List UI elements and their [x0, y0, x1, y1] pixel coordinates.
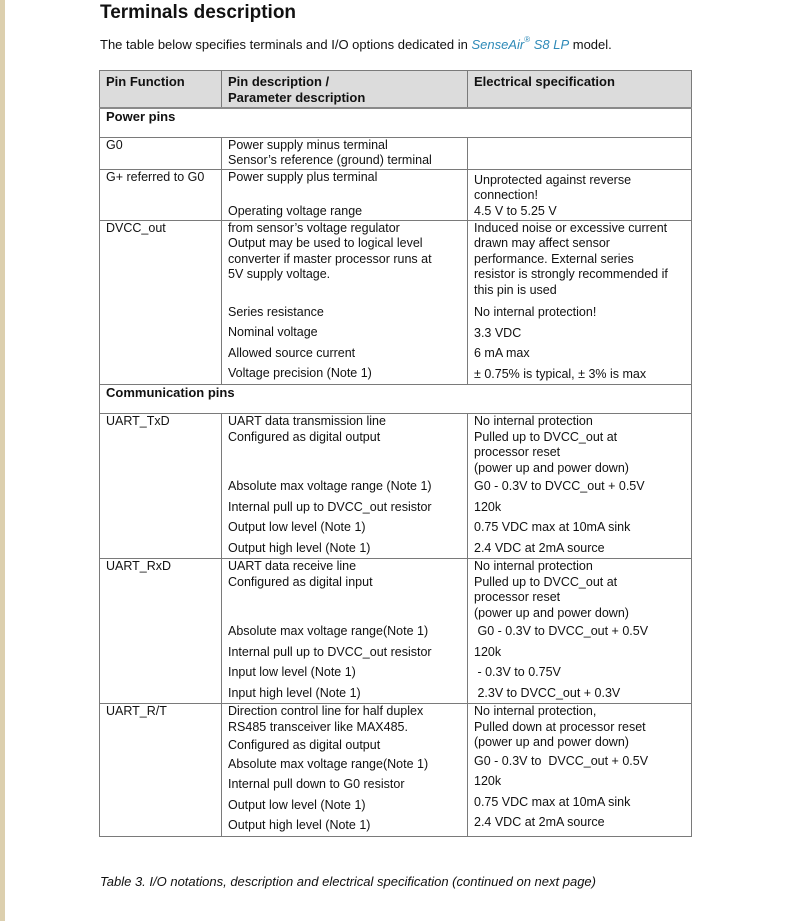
model-name: S8 LP [530, 37, 570, 52]
elec-line: Pulled up to DVCC_out at [474, 574, 618, 589]
param-value: 6 mA max [474, 346, 530, 360]
param-value: G0 - 0.3V to DVCC_out + 0.5V [474, 479, 645, 493]
desc-line: Operating voltage range [228, 204, 363, 218]
elec-line: Unprotected against reverse [474, 172, 632, 187]
param-name: Output low level (Note 1) [228, 520, 366, 534]
table-row-gplus [100, 169, 692, 220]
section-row-power [100, 108, 692, 137]
elec-line: No internal protection, [474, 704, 597, 718]
electrical-spec [468, 169, 692, 220]
param-value: 2.4 VDC at 2mA source [474, 540, 605, 555]
electrical-spec [468, 137, 692, 169]
header-line: Parameter description [228, 89, 366, 105]
desc-line: from sensor’s voltage regulator [228, 220, 400, 235]
param-value: 120k [474, 499, 502, 514]
elec-line: (power up and power down) [474, 605, 629, 620]
param-value: 120k [474, 774, 502, 788]
elec-line: Pulled up to DVCC_out at [474, 429, 618, 444]
desc-line: Output may be used to logical level [228, 236, 423, 250]
terminals-table [99, 70, 692, 837]
param-name: Output high level (Note 1) [228, 540, 371, 555]
desc-line: converter if master processor runs at [228, 251, 432, 266]
pin-description [222, 169, 468, 220]
pin-description [222, 414, 468, 559]
param-name: Output low level (Note 1) [228, 797, 366, 812]
param-name: Nominal voltage [228, 325, 318, 339]
param-name: Internal pull down to G0 resistor [228, 777, 405, 791]
pin-description [222, 559, 468, 704]
section-row-communication [100, 385, 692, 414]
intro-text: The table below specifies terminals and I/O options dedicated in [100, 37, 472, 52]
param-value: G0 - 0.3V to DVCC_out + 0.5V [474, 624, 649, 638]
elec-line: this pin is used [474, 282, 557, 297]
pin-name: UART_RxD [100, 559, 222, 704]
param-name: Internal pull up to DVCC_out resistor [228, 644, 432, 659]
registered-mark: ® [524, 35, 531, 44]
param-name: Internal pull up to DVCC_out resistor [228, 499, 432, 514]
elec-line: drawn may affect sensor [474, 236, 610, 250]
param-value: ± 0.75% is typical, ± 3% is max [474, 366, 647, 381]
param-name: Absolute max voltage range(Note 1) [228, 756, 429, 771]
elec-line: Induced noise or excessive current [474, 220, 668, 235]
desc-line: 5V supply voltage. [228, 267, 331, 281]
desc-line: Direction control line for half duplex [228, 704, 424, 718]
desc-line: Sensor’s reference (ground) terminal [228, 153, 432, 167]
section-title: Power pins [100, 108, 692, 137]
pin-description [222, 704, 468, 837]
spacer [228, 283, 461, 302]
param-value: 3.3 VDC [474, 325, 522, 340]
param-name: Output high level (Note 1) [228, 818, 371, 832]
spacer [228, 185, 461, 204]
pin-description [222, 137, 468, 169]
intro-paragraph [100, 37, 612, 52]
elec-line: No internal protection [474, 559, 593, 573]
desc-line: RS485 transceiver like MAX485. [228, 719, 408, 734]
desc-line: Power supply minus terminal [228, 137, 388, 152]
spacer [228, 590, 461, 621]
electrical-spec [468, 559, 692, 704]
elec-line: No internal protection [474, 414, 593, 428]
elec-line: processor reset [474, 445, 561, 459]
electrical-spec [468, 220, 692, 385]
brand-text: SenseAir [471, 37, 525, 52]
pin-name: UART_TxD [100, 414, 222, 559]
section-title: Communication pins [100, 385, 692, 414]
table-row-g0 [100, 137, 692, 169]
param-value: 2.3V to DVCC_out + 0.3V [474, 685, 621, 700]
param-value: 0.75 VDC max at 10mA sink [474, 520, 631, 534]
page-title: Terminals description [100, 2, 297, 23]
table-caption: Table 3. I/O notations, description and electrical specification (continued on next page) [100, 874, 596, 889]
header-line: Pin description / [228, 74, 330, 89]
table-row-uart-rt [100, 704, 692, 837]
header-pin-function: Pin Function [100, 71, 222, 109]
param-value: 2.4 VDC at 2mA source [474, 815, 605, 829]
param-name: Absolute max voltage range (Note 1) [228, 479, 432, 493]
param-name: Series resistance [228, 304, 324, 319]
intro-text-end: model. [569, 37, 612, 52]
param-name: Input low level (Note 1) [228, 665, 356, 679]
desc-line: Configured as digital output [228, 429, 381, 444]
param-name: Allowed source current [228, 345, 356, 360]
elec-line: performance. External series [474, 251, 634, 266]
pin-name: UART_R/T [100, 704, 222, 837]
param-value: 120k [474, 644, 502, 659]
elec-line: resistor is strongly recommended if [474, 267, 668, 281]
table-row-dvcc-out [100, 220, 692, 385]
brand-name [471, 37, 569, 52]
elec-line: (power up and power down) [474, 460, 629, 475]
desc-line: Configured as digital output [228, 738, 381, 752]
pin-name: G0 [100, 137, 222, 169]
param-value: 0.75 VDC max at 10mA sink [474, 794, 631, 809]
param-name: Input high level (Note 1) [228, 685, 361, 700]
electrical-spec [468, 704, 692, 837]
elec-line: 4.5 V to 5.25 V [474, 203, 557, 218]
param-value: G0 - 0.3V to DVCC_out + 0.5V [474, 753, 649, 768]
param-value: - 0.3V to 0.75V [474, 665, 561, 679]
param-name: Voltage precision (Note 1) [228, 366, 372, 380]
param-value: No internal protection! [474, 305, 597, 319]
pin-description [222, 220, 468, 385]
header-pin-description [222, 71, 468, 109]
page-margin-strip [0, 0, 5, 921]
spacer [228, 445, 461, 476]
pin-name: G+ referred to G0 [100, 169, 222, 220]
table-row-uart-rxd [100, 559, 692, 704]
desc-line: Configured as digital input [228, 574, 373, 589]
table-row-uart-txd [100, 414, 692, 559]
param-name: Absolute max voltage range(Note 1) [228, 624, 429, 638]
header-electrical-spec: Electrical specification [468, 71, 692, 109]
desc-line: Power supply plus terminal [228, 169, 378, 184]
elec-line: Pulled down at processor reset [474, 719, 646, 734]
elec-line: connection! [474, 188, 538, 202]
desc-line: UART data transmission line [228, 414, 386, 428]
desc-line: UART data receive line [228, 559, 357, 573]
pin-name: DVCC_out [100, 220, 222, 385]
elec-line: (power up and power down) [474, 735, 629, 749]
table-header-row [100, 71, 692, 109]
elec-line: processor reset [474, 590, 561, 604]
electrical-spec [468, 414, 692, 559]
